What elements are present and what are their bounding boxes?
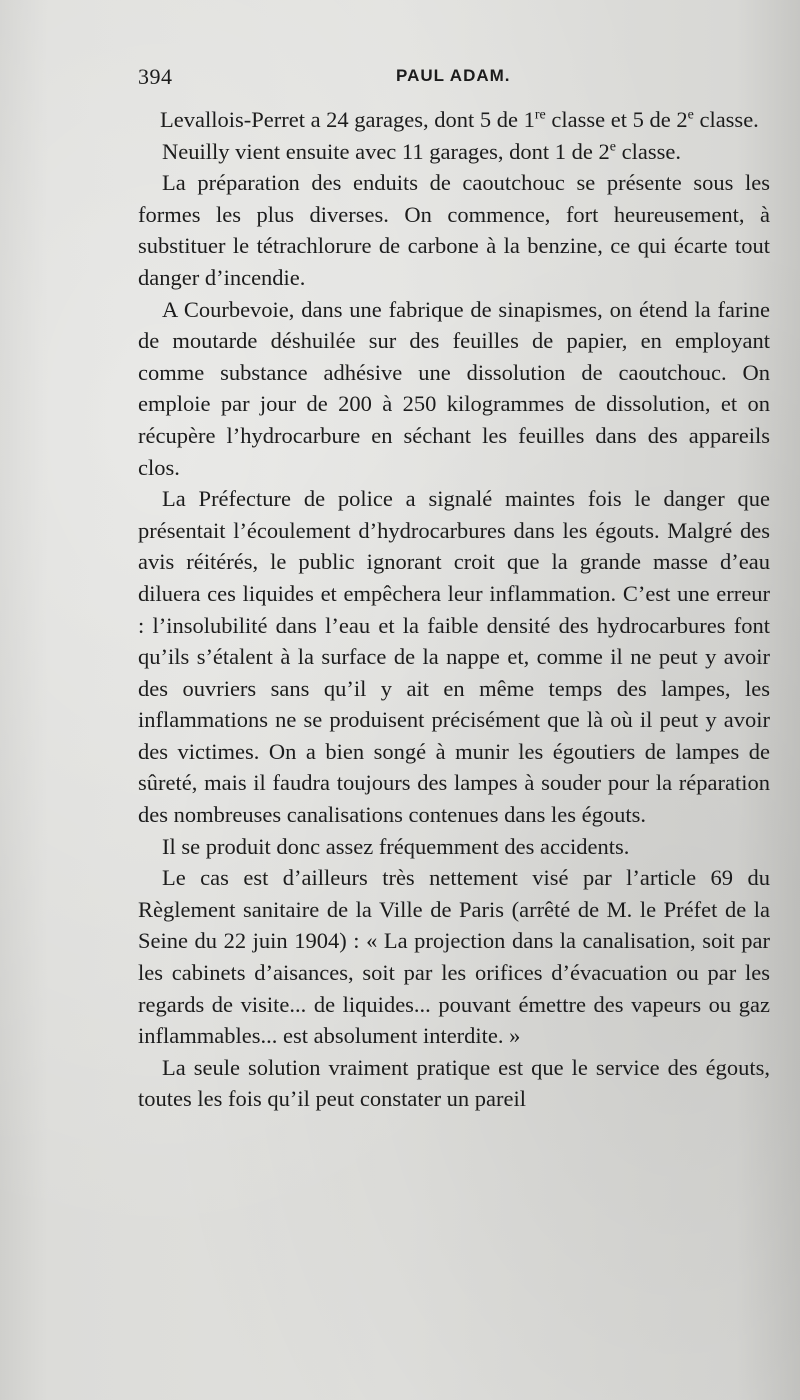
paragraph-text: classe. bbox=[616, 138, 681, 164]
paragraph-levallois bbox=[138, 104, 770, 136]
page-number: 394 bbox=[138, 64, 173, 89]
paragraph-text: Levallois-Perret a 24 garages, dont 5 de 1 bbox=[160, 107, 535, 132]
paragraph-text: Neuilly vient ensuite avec 11 garages, dont 1 de 2 bbox=[162, 138, 610, 164]
paragraph-text: classe et 5 de 2 bbox=[545, 107, 688, 132]
paragraph-neuilly bbox=[138, 136, 770, 168]
paragraph-enduits: La préparation des enduits de caoutchouc se présente sous les formes les plus diverses. On commence, fort heureusement, à substituer le tétrachlorure de carbone à la benzine, ce qui écarte tout danger d’incendie. bbox=[138, 170, 770, 290]
paragraph-reglement: Le cas est d’ailleurs très nettement visé par l’article 69 du Règlement sanitaire de la Ville de Paris (arrêté de M. le Préfet de la Seine du 22 juin 1904) : « La projection dans la canalisation, soit par les cabinets d’aisances, soit par les orifices d’évacuation ou par les regards de visite... de liquides... pouvant émettre des vapeurs ou gaz inflammables... est absolument interdite. » bbox=[138, 865, 770, 1049]
body-text bbox=[138, 104, 770, 1115]
paragraph-courbevoie: A Courbevoie, dans une fabrique de sinapismes, on étend la farine de moutarde déshuilée sur des feuilles de papier, en employant comme substance adhésive une dissolution de caoutchouc. On emploie par jour de 200 à 250 kilogrammes de dissolution, et on récupère l’hydrocarbure en séchant les feuilles dans des appareils clos. bbox=[138, 296, 770, 480]
ordinal-superscript: e bbox=[687, 107, 694, 123]
ordinal-superscript: e bbox=[609, 139, 616, 155]
paragraph-prefecture: La Préfecture de police a signalé maintes fois le danger que présentait l’écoulement d’hydrocarbures dans les égouts. Malgré des avis réitérés, le public ignorant croit que la grande masse d’eau diluera ces liquides et empêchera leur inflammation. C’est une erreur : l’insolubilité dans l’eau et la faible densité des hydrocarbures font qu’ils s’étalent à la surface de la nappe et, comme il ne peut y avoir des ouvriers sans qu’il y ait en même temps des lampes, les inflammations ne se produisent précisément que là où il peut y avoir des victimes. On a bien songé à munir les égoutiers de lampes de sûreté, mais il faudra toujours des lampes à souder pour la réparation des nombreuses canalisations contenues dans les égouts. bbox=[138, 486, 770, 828]
paragraph-solution: La seule solution vraiment pratique est que le service des égouts, toutes les fois qu’il peut constater un pareil bbox=[138, 1054, 770, 1112]
paragraph-text: classe. bbox=[693, 107, 759, 132]
ordinal-superscript: re bbox=[534, 107, 546, 123]
running-head: PAUL ADAM. bbox=[396, 66, 511, 85]
page-header bbox=[138, 64, 760, 94]
paragraph-accidents: Il se produit donc assez fréquemment des accidents. bbox=[162, 833, 630, 859]
